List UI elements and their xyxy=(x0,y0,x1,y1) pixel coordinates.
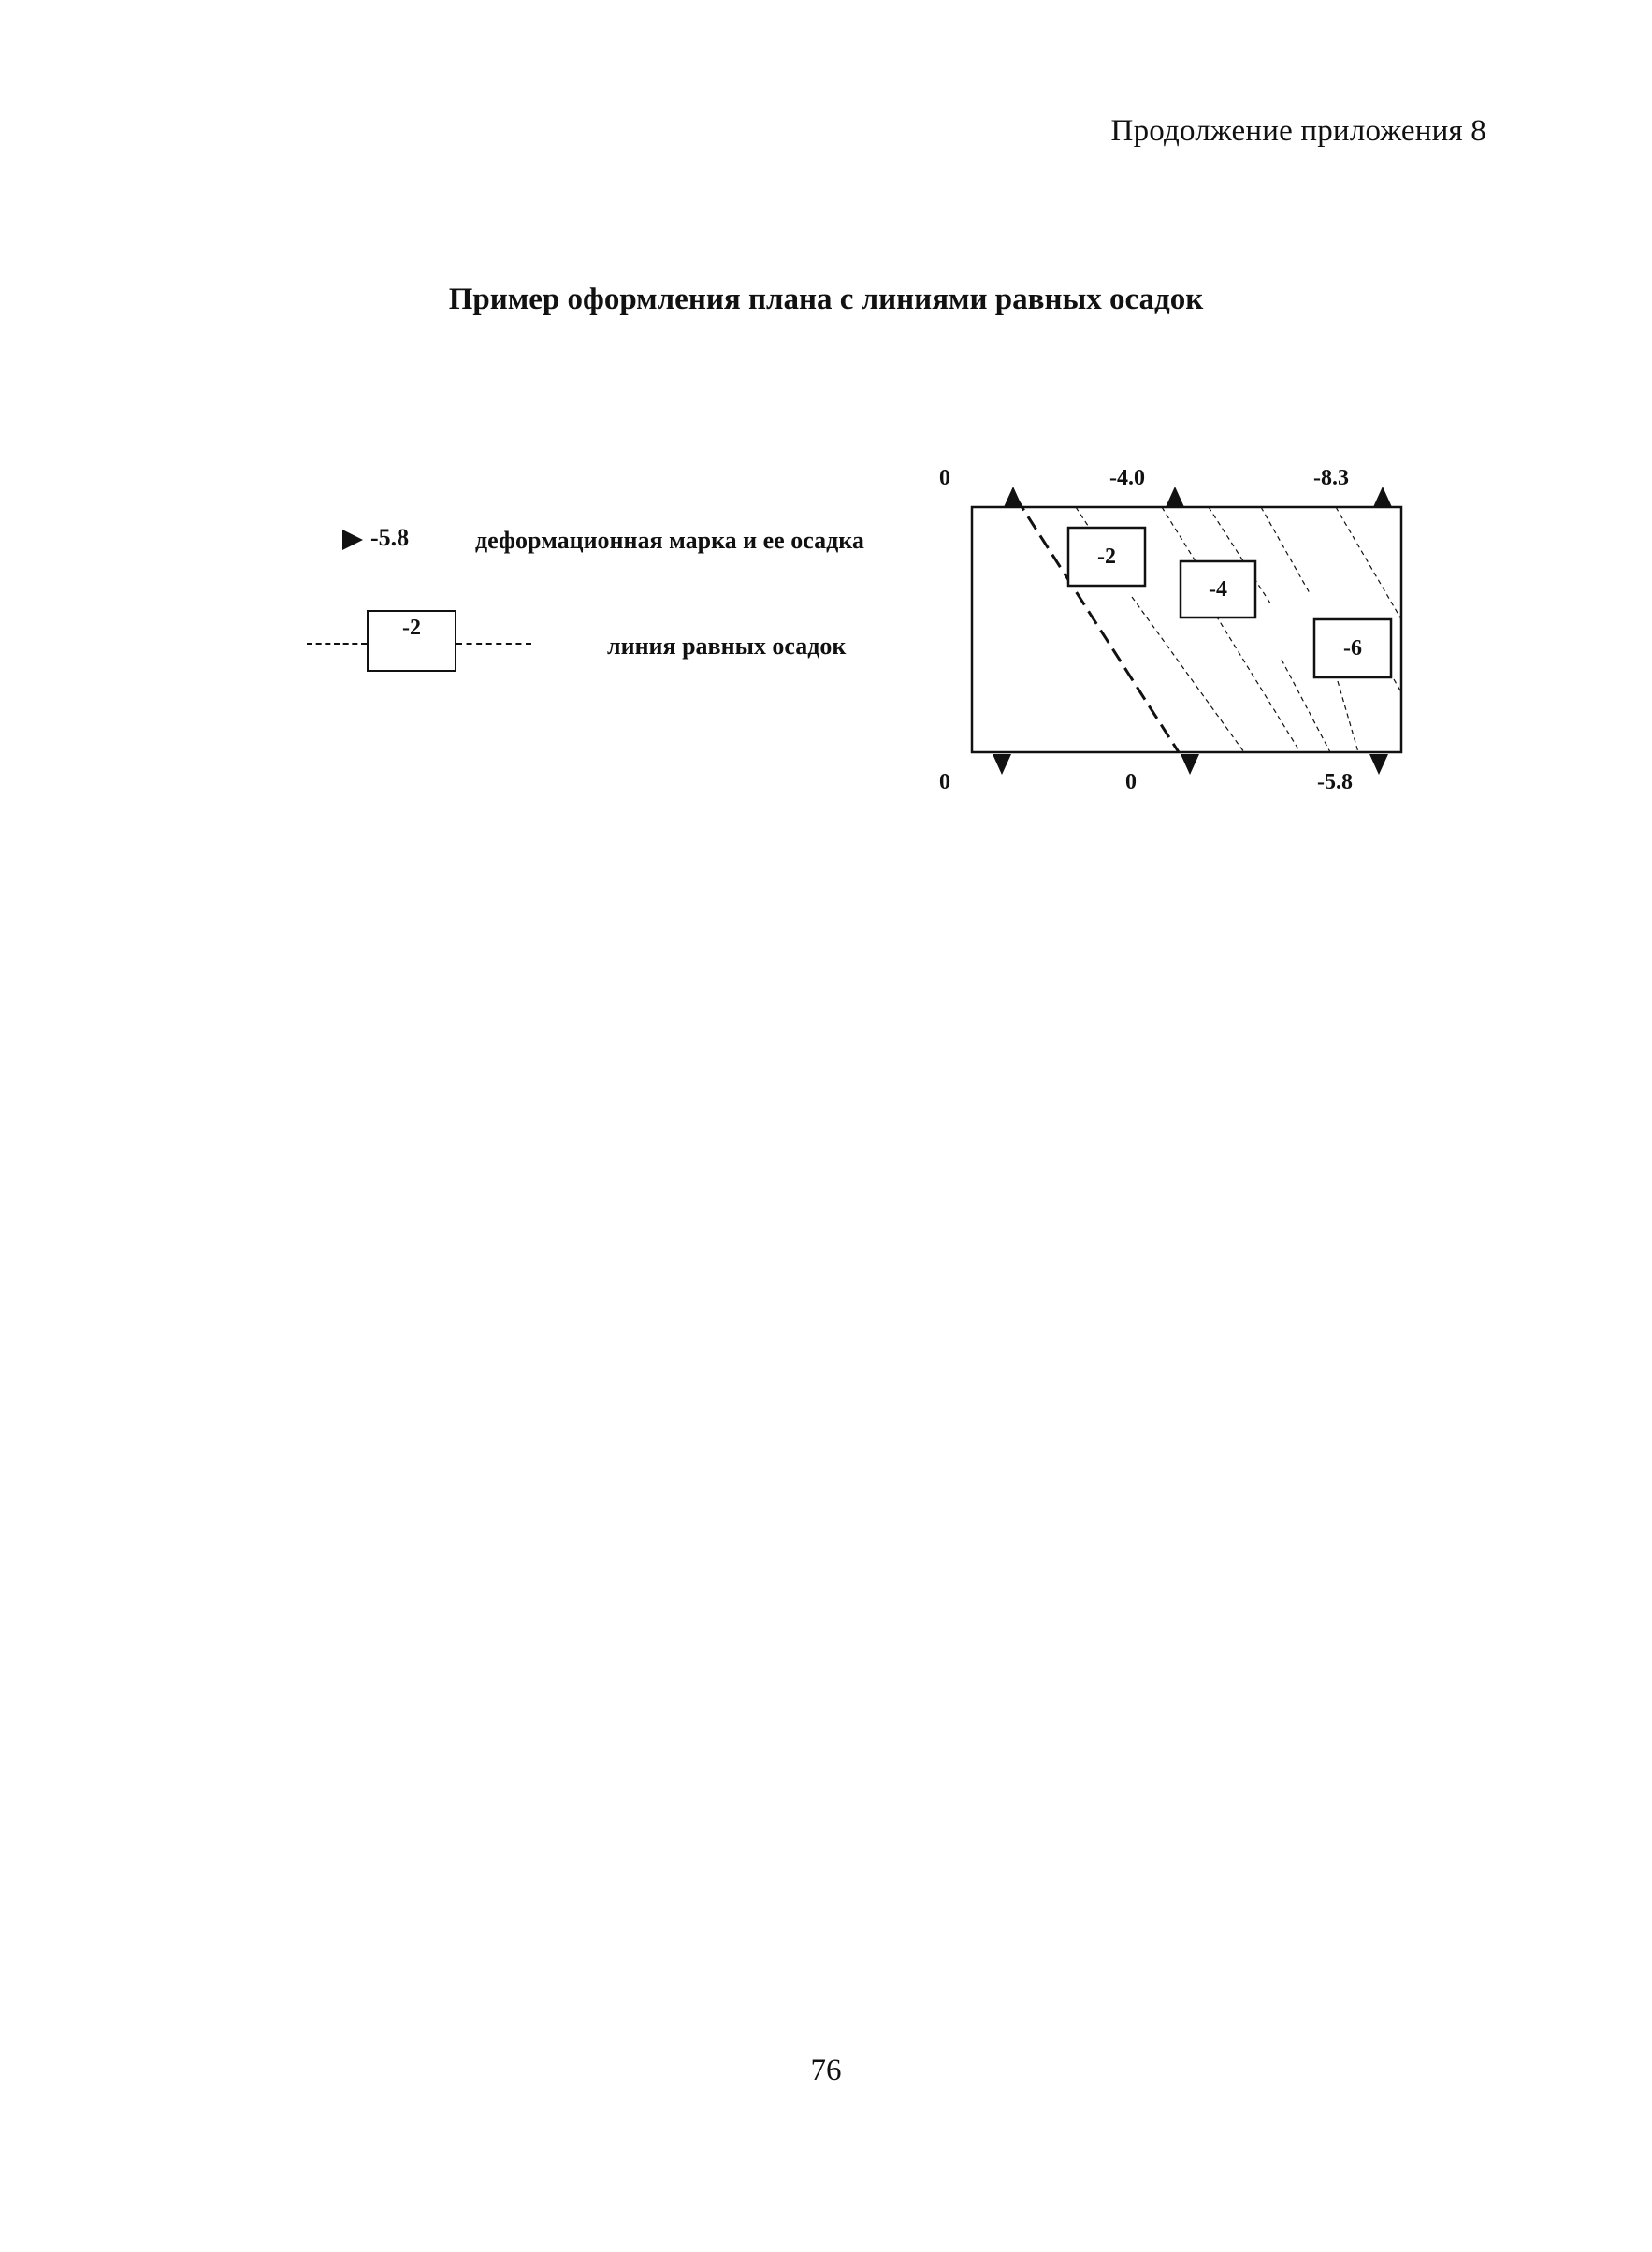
legend-contour-label: линия равных осадок xyxy=(607,632,847,660)
legend-marker xyxy=(342,524,409,552)
deformation-mark-icon xyxy=(1166,487,1184,507)
page-number: 76 xyxy=(810,2054,842,2087)
plan-diagram xyxy=(926,458,1450,805)
dashed-line-left xyxy=(307,643,367,645)
top-settlement-label: -8.3 xyxy=(1313,466,1349,490)
deformation-mark-icon xyxy=(1369,754,1388,775)
deformation-mark-icon xyxy=(1004,487,1022,507)
legend-contour-sample xyxy=(307,610,541,676)
contour-line xyxy=(1162,507,1196,561)
top-settlement-label: -4.0 xyxy=(1109,466,1145,490)
contour-label: -4 xyxy=(1209,577,1227,602)
contour-line xyxy=(1336,507,1401,619)
contour-line xyxy=(1261,507,1310,593)
bottom-settlement-label: 0 xyxy=(1125,770,1137,794)
legend-marker-value: -5.8 xyxy=(370,524,410,551)
contour-line xyxy=(1132,597,1244,752)
page-header-note: Продолжение приложения 8 xyxy=(1110,114,1486,148)
page-title: Пример оформления плана с линиями равных осадок xyxy=(448,283,1204,316)
settlement-plan xyxy=(926,458,1450,805)
bottom-settlement-label: -5.8 xyxy=(1317,770,1353,794)
contour-line xyxy=(1338,681,1358,752)
contour-label: -2 xyxy=(1097,545,1116,569)
legend-marker-label: деформационная марка и ее осадка xyxy=(475,527,864,554)
contour-line xyxy=(1216,616,1300,752)
bottom-settlement-label: 0 xyxy=(939,770,950,794)
top-settlement-label: 0 xyxy=(939,466,950,490)
deformation-mark-icon xyxy=(1373,487,1392,507)
contour-label: -6 xyxy=(1343,636,1362,661)
legend-contour-box: -2 xyxy=(367,610,456,672)
deformation-mark-icon xyxy=(993,754,1011,775)
triangle-marker-icon xyxy=(342,530,363,550)
dashed-line-right xyxy=(456,643,531,645)
deformation-mark-icon xyxy=(1181,754,1199,775)
